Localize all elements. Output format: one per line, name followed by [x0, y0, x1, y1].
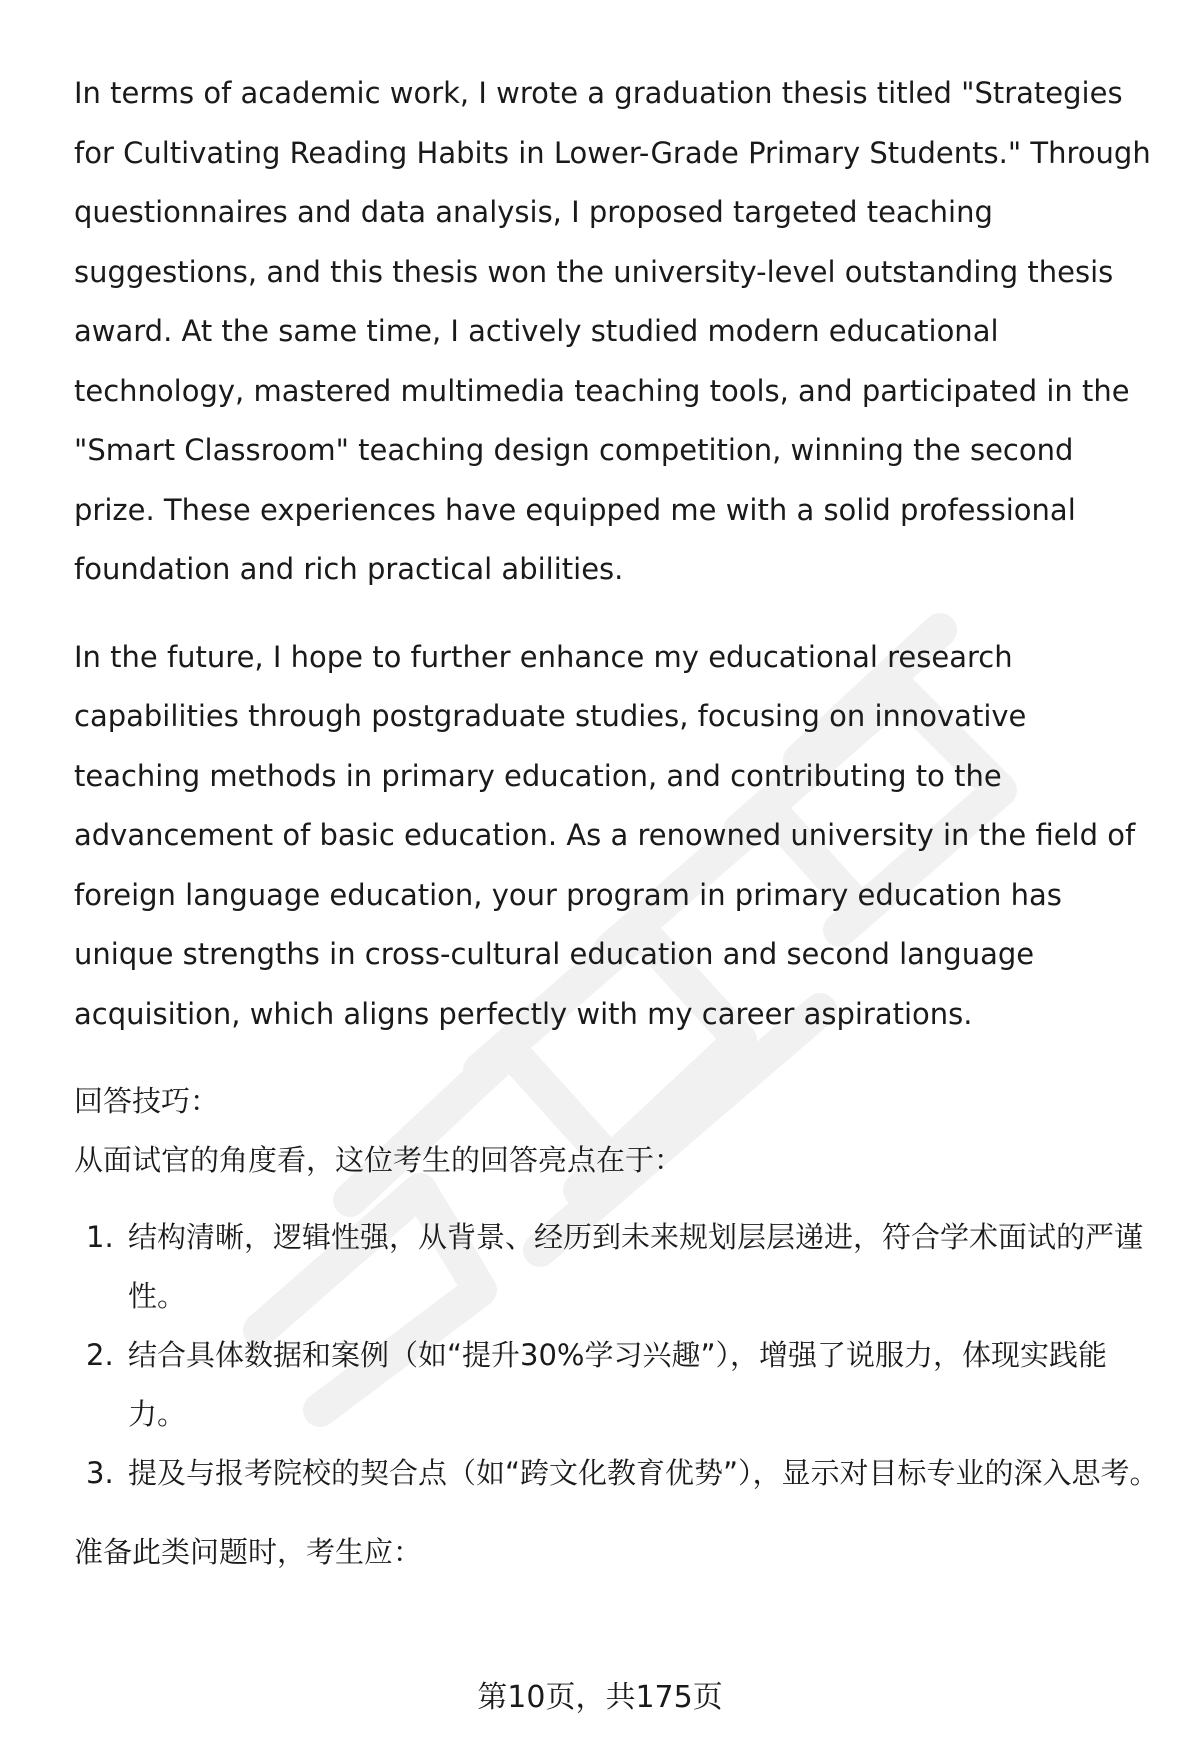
list-item-number: 3. — [86, 1456, 114, 1490]
paragraph-academic-work: In terms of academic work, I wrote a graduation thesis titled "Strategies for Cultivating Reading Habits in Lower-Grade Primary Students." Through questionnaires and data analysis, I proposed targeted teaching suggestions, and this thesis won the university-level outstanding thesis award. At the same time, I actively studied modern educational technology, mastered multimedia teaching tools, and participated in the "Smart Classroom" teaching design competition, winning the second prize. These experiences have equipped me with a solid professional foundation and rich practical abilities. — [74, 76, 1151, 586]
list-item-number: 2. — [86, 1338, 114, 1372]
list-item-text: 结合具体数据和案例（如“提升30%学习兴趣”），增强了说服力，体现实践能力。 — [128, 1338, 1108, 1431]
page-indicator: 第10页，共175页 — [477, 1680, 723, 1715]
tips-list — [74, 1208, 1160, 1503]
list-item-number: 1. — [86, 1220, 114, 1254]
list-item — [74, 1208, 1160, 1326]
tips-heading: 回答技巧： — [74, 1084, 220, 1118]
prep-label: 准备此类问题时，考生应： — [74, 1535, 423, 1569]
list-item-text: 提及与报考院校的契合点（如“跨文化教育优势”），显示对目标专业的深入思考。 — [128, 1456, 1159, 1490]
paragraph-future-plans: In the future, I hope to further enhance my educational research capabilities through postgraduate studies, focusing on innovative teaching methods in primary education, and contributing to the advancement of basic education. As a renowned university in the field of foreign language education, your program in primary education has unique strengths in cross-cultural education and second language acquisition, which aligns perfectly with my career aspirations. — [74, 639, 1136, 1031]
document-body — [74, 64, 1160, 1582]
list-item — [74, 1444, 1160, 1503]
tips-intro: 从面试官的角度看，这位考生的回答亮点在于： — [74, 1143, 684, 1177]
list-item-text: 结构清晰，逻辑性强，从背景、经历到未来规划层层递进，符合学术面试的严谨性。 — [128, 1220, 1144, 1313]
list-item — [74, 1326, 1160, 1444]
